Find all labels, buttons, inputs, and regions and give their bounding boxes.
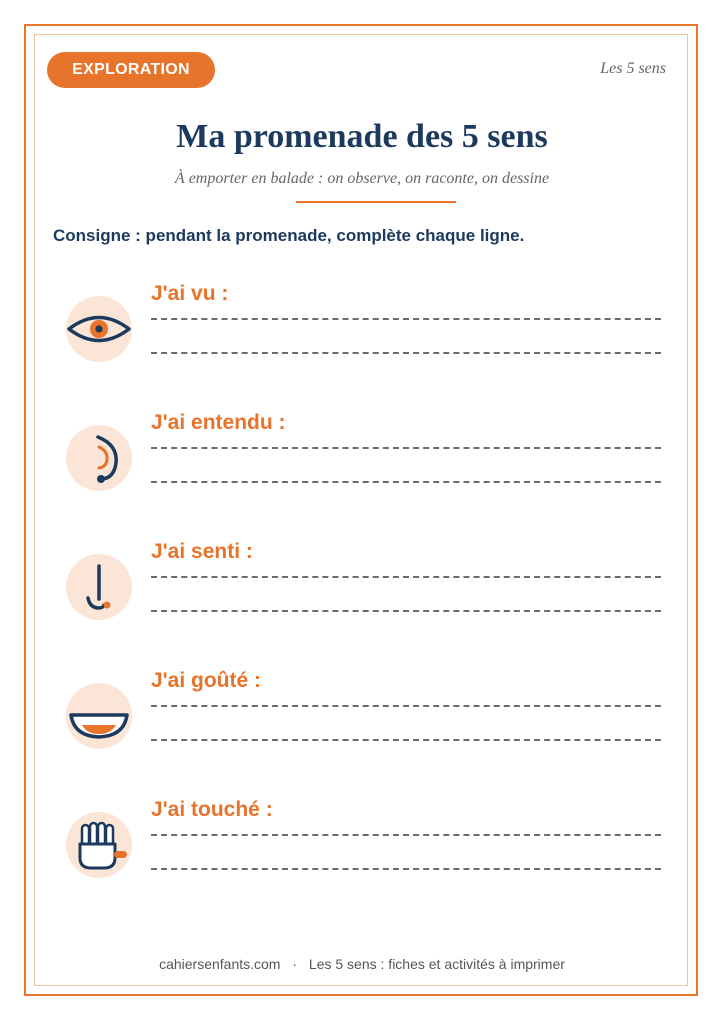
writing-line[interactable] [151,481,661,483]
writing-line[interactable] [151,447,661,449]
sense-row-taste [0,669,724,769]
hand-icon [66,812,132,878]
instruction-text: Consigne : pendant la promenade, complète chaque ligne. [53,226,525,245]
writing-line[interactable] [151,318,661,320]
footer-site: cahiersenfants.com [159,956,281,972]
sense-label: J'ai senti : [151,540,253,563]
nose-icon [66,554,132,620]
mouth-icon [66,683,132,749]
sense-row-smell [0,540,724,640]
sense-row-hearing [0,411,724,511]
sense-label: J'ai goûté : [151,669,262,692]
eye-icon [66,296,132,362]
writing-line[interactable] [151,576,661,578]
sense-label: J'ai touché : [151,798,273,821]
footer [0,956,724,972]
title-divider [296,201,456,203]
writing-line[interactable] [151,352,661,354]
sense-row-touch [0,798,724,898]
category-badge: EXPLORATION [47,52,215,88]
sense-row-sight [0,282,724,382]
writing-line[interactable] [151,610,661,612]
ear-icon [66,425,132,491]
page-title: Ma promenade des 5 sens [176,118,548,155]
writing-line[interactable] [151,834,661,836]
page-subtitle: À emporter en balade : on observe, on raconte, on dessine [174,170,550,187]
topic-label: Les 5 sens [600,60,666,77]
writing-line[interactable] [151,739,661,741]
footer-tagline: Les 5 sens : fiches et activités à imprimer [308,956,565,972]
sense-label: J'ai vu : [151,282,229,305]
sense-label: J'ai entendu : [151,411,286,434]
footer-separator: · [292,956,298,972]
writing-line[interactable] [151,705,661,707]
writing-line[interactable] [151,868,661,870]
